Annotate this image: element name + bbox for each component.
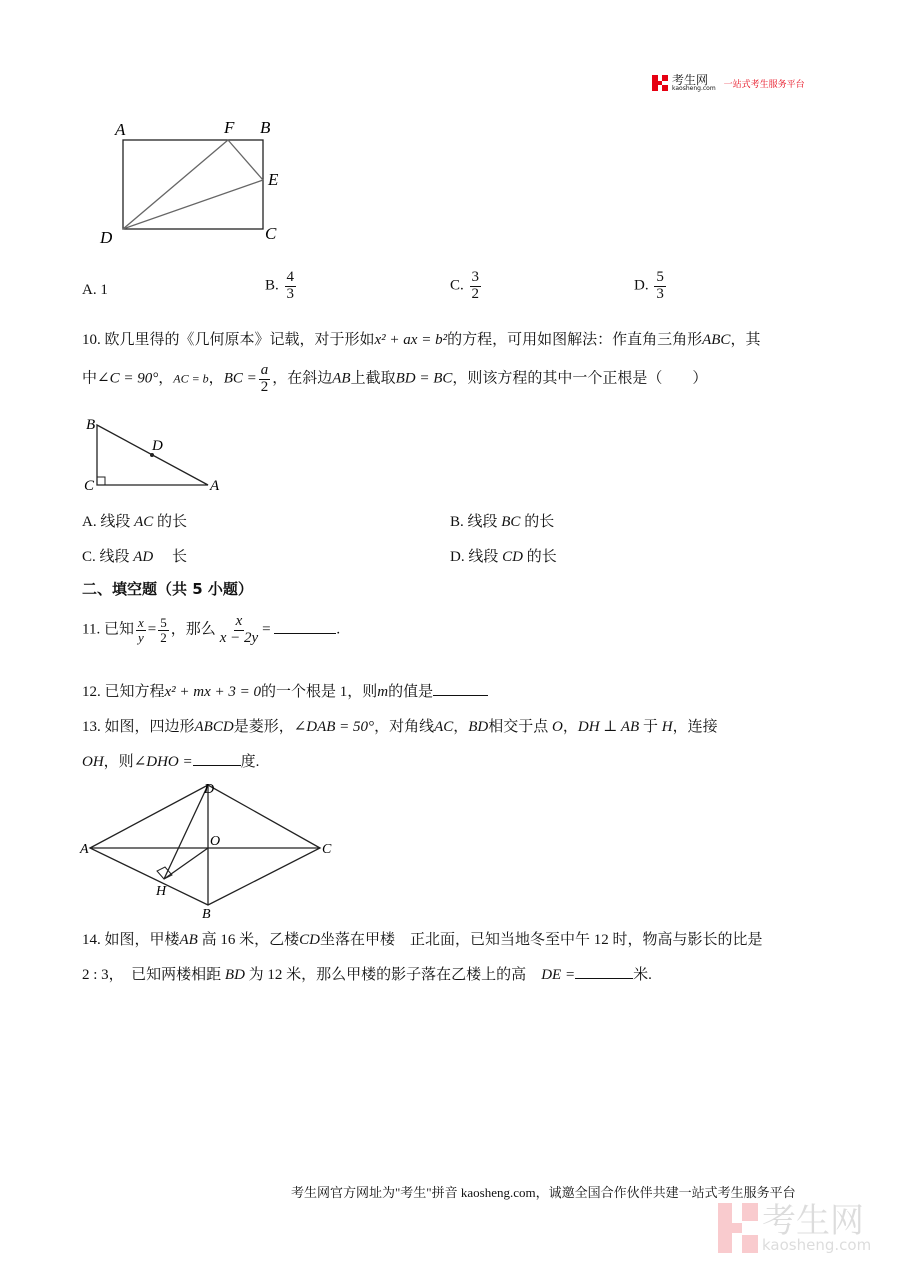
q10-option-d: D. 线段 CD 的长 bbox=[450, 549, 557, 565]
answer-blank[interactable] bbox=[193, 765, 241, 766]
label-h: H bbox=[156, 884, 167, 899]
watermark-mark-icon bbox=[718, 1203, 758, 1253]
label-c: C bbox=[322, 842, 332, 857]
logo-domain: kaosheng.com bbox=[672, 85, 716, 92]
header-slogan: 一站式考生服务平台 bbox=[723, 79, 805, 90]
answer-blank[interactable] bbox=[575, 978, 633, 979]
q13-line2: OH，则∠DHO = 度. bbox=[82, 754, 260, 770]
q12: 12. 已知方程x² + mx + 3 = 0的一个根是 1，则m的值是 bbox=[82, 680, 488, 701]
footer-text: 考生网官方网址为"考生"拼音 kaosheng.com，诚邀全国合作伙伴共建一站式考生服务平台 bbox=[291, 1185, 796, 1200]
label-f: F bbox=[224, 118, 235, 137]
answer-blank[interactable] bbox=[433, 695, 488, 696]
label-d: D bbox=[204, 782, 215, 797]
label-a: A bbox=[115, 120, 126, 139]
label-a: A bbox=[80, 842, 89, 857]
logo-mark-icon bbox=[652, 75, 668, 91]
label-a: A bbox=[210, 478, 220, 494]
watermark-logo: 考生网 kaosheng.com bbox=[718, 1203, 871, 1253]
q9-option-c: C. $\frac{3}{2}$ bbox=[450, 269, 480, 302]
answer-blank[interactable] bbox=[274, 633, 336, 634]
label-o: O bbox=[210, 834, 221, 849]
q10-triangle-figure bbox=[80, 412, 230, 497]
label-d: D bbox=[152, 438, 163, 454]
q10-line2: 中∠C = 90°，AC = b，BC = $\frac{a}{2}$ ，在斜边AB上截取BD = BC，则该方程的其中一个正根是（ ） bbox=[82, 362, 708, 395]
q10-line1: 10. 欧几里得的《几何原本》记载，对于形如x² + ax = b²的方程，可用如图解法：作直角三角形ABC，其 bbox=[82, 332, 761, 348]
header-logo bbox=[652, 74, 805, 92]
q14-line1: 14. 如图，甲楼AB 高 16 米，乙楼CD坐落在甲楼 正北面，已知当地冬至中午 12 时，物高与影长的比是 bbox=[82, 932, 763, 948]
label-c: C bbox=[265, 224, 277, 243]
logo-name: 考生网 bbox=[672, 73, 709, 87]
q9-rectangle-figure bbox=[95, 115, 295, 250]
label-b: B bbox=[202, 907, 211, 920]
q9-option-a: A. 1 bbox=[82, 282, 108, 298]
q10-option-b: B. 线段 BC 的长 bbox=[450, 514, 555, 530]
label-b: B bbox=[86, 417, 96, 433]
q9-option-d: D. $\frac{5}{3}$ bbox=[634, 269, 664, 302]
q14-line2: 2 : 3， 已知两楼相距 BD 为 12 米，那么甲楼的影子落在乙楼上的高 DE = 米. bbox=[82, 967, 652, 983]
q10-option-a: A. 线段 AC 的长 bbox=[82, 514, 188, 530]
section-heading: 二、填空题（共 5 小题） bbox=[82, 580, 253, 598]
label-c: C bbox=[84, 478, 95, 494]
label-b: B bbox=[260, 118, 271, 137]
q11: 11. 已知 $\frac{x}{y}$ = $\frac{5}{2}$ ，那么 $\frac{x}{x - 2y}$ = . bbox=[82, 613, 341, 646]
q10-option-c: C. 线段 AD 长 bbox=[82, 549, 188, 565]
label-e: E bbox=[268, 170, 279, 189]
q13-line1: 13. 如图，四边形ABCD是菱形，∠DAB = 50°，对角线AC，BD相交于点 O，DH ⊥ AB 于 H，连接 bbox=[82, 719, 718, 735]
label-d: D bbox=[100, 228, 113, 247]
q13-rhombus-figure bbox=[78, 775, 348, 920]
q9-option-b: B. $\frac{4}{3}$ bbox=[265, 269, 295, 302]
